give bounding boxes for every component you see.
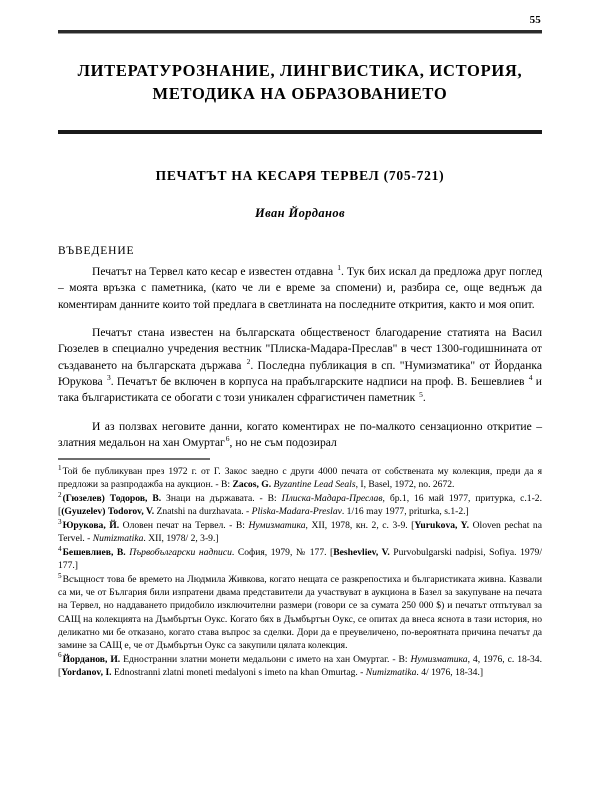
text-run: Beshevliev, V. bbox=[333, 547, 390, 559]
text-run: . 1/16 may 1977, priturka, s.1-2.] bbox=[341, 506, 469, 518]
footnote-item bbox=[58, 492, 542, 518]
text-run: . XII, 1978/ 2, 3-9.] bbox=[143, 533, 219, 545]
text-run: Purvobulgarski nadpisi, Sofiya. 1979/ 177.] bbox=[58, 547, 542, 572]
page-number: 55 bbox=[529, 14, 541, 26]
section-banner-line-1: ЛИТЕРАТУРОЗНАНИЕ, ЛИНГВИСТИКА, ИСТОРИЯ, bbox=[77, 61, 523, 80]
footnote-item bbox=[58, 573, 542, 651]
text-run: . 4/ 1976, 18-34.] bbox=[416, 666, 484, 678]
text-run: Numizmatika bbox=[365, 666, 417, 678]
footnote-item bbox=[58, 519, 542, 545]
text-run: Плиска-Мадара-Преслав bbox=[281, 493, 383, 505]
text-run: . София, 1979, № 177. [ bbox=[231, 547, 334, 559]
text-run: , I, Basel, 1972, no. 2672. bbox=[355, 479, 455, 491]
footnote-reference: 3 bbox=[106, 373, 111, 383]
text-run: Ednostranni zlatni moneti medalyoni s imeto na khan Omurtag. - bbox=[111, 666, 366, 678]
text-run: И аз ползвах неговите данни, когато коментирах не по-малкото сензационно откритие – златния медальон на хан Омуртаг bbox=[58, 419, 542, 449]
text-run: . Тук бих искал да предложа друг поглед – моята връзка с паметника, (като че ли е време за спомени) и, разбира се, още веднъж да коментирам данните които той предлага в светлината на последните открития, както и моя опит. bbox=[58, 264, 542, 311]
body-paragraph bbox=[58, 264, 542, 313]
footnote-number: 3 bbox=[58, 518, 62, 526]
text-run: Всъщност това бе времето на Людмила Живкова, когато нещата се разкрепостиха и българистиката живна. Казвали са ми, че от България били изпратени двама представители да участвуват в аукциона в Базел за закупуване на печата на Тервел, но наддаването придобило изключителни размери (говори се за сумата 250 000 $) и печатът отпътувал за САЩ на колекцията на Дъмбъртън Оукс. Когато бях в Дъмбъртън Оукс, се опитах да внеса яснота в тази история, но деликатно ми бе отказано, когато става въпрос за сделки. Дори да е преувеличено, по-вероятната причина печатът да замине за САЩ е, че от Дъмбъртън Оукс са закупили цялата колекция. bbox=[58, 574, 542, 651]
text-run: . Печатът бе включен в корпуса на прабългарските надписи на проф. В. Бешевлиев bbox=[110, 375, 528, 389]
text-run: (Гюзелев) Тодоров, В. bbox=[62, 493, 162, 505]
article-body bbox=[58, 264, 542, 452]
text-run: . Последна публикация в сп. "Нумизматика" от Йорданка Юрукова bbox=[58, 358, 542, 389]
text-run: Нумизматика bbox=[248, 520, 306, 532]
text-run: Едностранни златни монети медальони с името на хан Омуртаг. - В: bbox=[120, 653, 411, 665]
footnote-number: 5 bbox=[58, 572, 62, 581]
text-run: , XII, 1978, кн. 2, с. 3-9. [ bbox=[305, 520, 415, 532]
section-banner bbox=[58, 60, 542, 106]
footnote-number: 4 bbox=[58, 545, 62, 554]
text-run: Znatshi na durzhavata. - bbox=[154, 506, 252, 518]
text-run: Yurukova, Y. bbox=[414, 520, 470, 532]
text-run: , бр.1, 16 май 1977, притурка, с.1-2. [ bbox=[58, 493, 542, 518]
article-author: Иван Йорданов bbox=[254, 205, 346, 220]
body-paragraph bbox=[58, 419, 542, 452]
running-head bbox=[58, 0, 542, 26]
text-run: Yordanov, I. bbox=[61, 666, 112, 678]
text-run: , 4, 1976, с. 18-34. [ bbox=[58, 653, 543, 678]
section-heading-introduction: ВЪВЕДЕНИЕ bbox=[58, 244, 135, 257]
text-run: Йорданов, И. bbox=[62, 653, 121, 665]
text-run: . bbox=[422, 391, 426, 405]
footnote-reference: 5 bbox=[419, 389, 423, 399]
section-banner-line-2: МЕТОДИКА НА ОБРАЗОВАНИЕТО bbox=[152, 83, 448, 103]
text-run: Byzantine Lead Seals bbox=[273, 479, 356, 491]
footnote-reference: 6 bbox=[225, 434, 230, 444]
text-run: , но не съм подозирал bbox=[229, 435, 337, 449]
text-run: Бешевлиев, В. bbox=[62, 547, 126, 559]
text-run: Знаци на държавата. - В: bbox=[161, 493, 282, 505]
text-run: Оловен печат на Тервел. - В: bbox=[119, 520, 249, 532]
text-run: Той бе публикуван през 1972 г. от Г. Закос заедно с други 4000 печата от собствената му колекция, преди да я предложи за разпродажба на аукцион. - В: bbox=[58, 466, 542, 491]
article-title: ПЕЧАТЪТ НА КЕСАРЯ ТЕРВЕЛ (705-721) bbox=[155, 167, 445, 183]
footnotes-block bbox=[58, 458, 542, 680]
text-run: Юрукова, Й. bbox=[62, 520, 120, 532]
footnote-reference: 4 bbox=[528, 373, 533, 383]
header-rule-top bbox=[58, 30, 542, 34]
footnote-number: 6 bbox=[58, 651, 62, 660]
text-run: Нумизматика bbox=[410, 653, 468, 665]
text-run: Печатът стана известен на българската общественост благодарение статията на Васил Гюзелев в специално учредения вестник "Плиска-Мадара-Преслав" в чест 1300-годишнината от създаването на българската държава bbox=[58, 325, 542, 372]
text-run: и така българистиката се обогати с този уникален сфрагистичен паметник bbox=[58, 375, 542, 405]
footnote-separator-rule bbox=[58, 458, 210, 460]
text-run: Печатът на Тервел като кесар е известен отдавна bbox=[92, 264, 337, 278]
body-paragraph bbox=[58, 325, 542, 407]
text-run: Първобългарски надписи bbox=[129, 547, 232, 559]
footnote-item bbox=[58, 546, 542, 572]
footnote-item bbox=[58, 653, 542, 679]
text-run: Numizmatika bbox=[92, 533, 144, 545]
header-rule-bottom bbox=[58, 130, 542, 134]
footnote-number: 2 bbox=[58, 490, 62, 499]
footnote-list bbox=[58, 465, 542, 679]
text-run: Oloven pechat na Tervel. - bbox=[58, 520, 542, 545]
text-run: Pliska-Madara-Preslav bbox=[251, 506, 342, 518]
footnote-number: 1 bbox=[58, 463, 62, 472]
footnote-item bbox=[58, 465, 542, 491]
text-run: Zacos, G. bbox=[232, 479, 272, 491]
text-run: (Gyuzelev) Todorov, V. bbox=[61, 506, 155, 518]
footnote-reference: 2 bbox=[246, 356, 251, 366]
footnote-reference: 1 bbox=[337, 262, 341, 272]
